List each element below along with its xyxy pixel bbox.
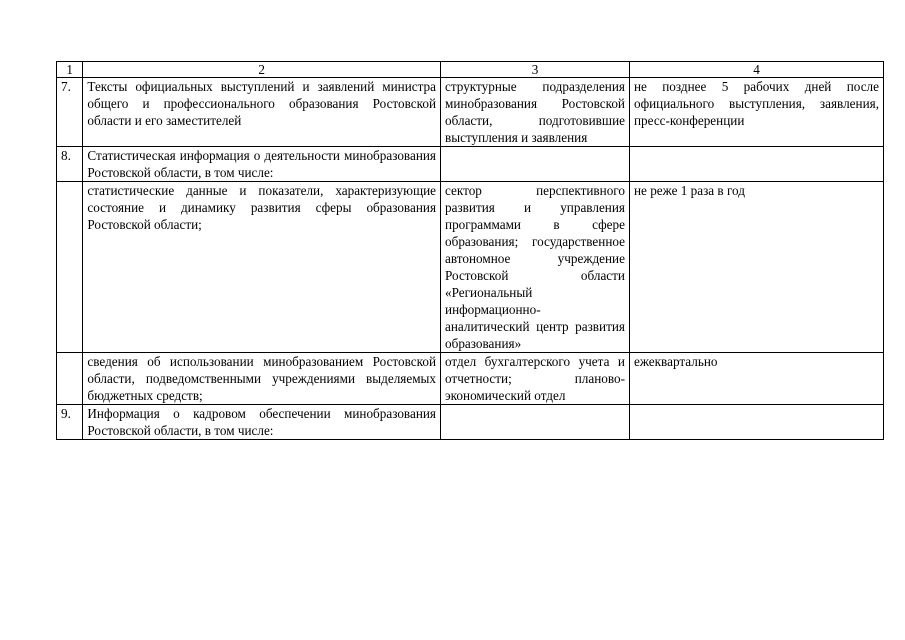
row-number: 8. bbox=[57, 147, 83, 182]
info-cell: сведения об использовании минобразованием Ростовской области, подведомственными учреждениями выделяемых бюджетных средств; bbox=[83, 353, 441, 405]
deadline-cell: не позднее 5 рабочих дней после официального выступления, заявления, пресс-конференции bbox=[629, 78, 883, 147]
deadline-cell bbox=[629, 405, 883, 440]
row-number bbox=[57, 182, 83, 353]
deadline-cell: ежеквартально bbox=[629, 353, 883, 405]
header-cell: 3 bbox=[441, 62, 630, 78]
header-cell: 2 bbox=[83, 62, 441, 78]
row-number: 7. bbox=[57, 78, 83, 147]
info-cell: статистические данные и показатели, характеризующие состояние и динамику развития сферы образования Ростовской области; bbox=[83, 182, 441, 353]
table-header-row bbox=[57, 62, 884, 78]
responsible-cell: структурные подразделения минобразования Ростовской области, подготовившие выступления и заявления bbox=[441, 78, 630, 147]
info-cell: Информация о кадровом обеспечении минобразования Ростовской области, в том числе: bbox=[83, 405, 441, 440]
row-number bbox=[57, 353, 83, 405]
info-cell: Статистическая информация о деятельности минобразования Ростовской области, в том числе: bbox=[83, 147, 441, 182]
info-cell: Тексты официальных выступлений и заявлений министра общего и профессионального образования Ростовской области и его заместителей bbox=[83, 78, 441, 147]
table-row bbox=[57, 353, 884, 405]
table-row bbox=[57, 405, 884, 440]
header-cell: 1 bbox=[57, 62, 83, 78]
row-number: 9. bbox=[57, 405, 83, 440]
responsible-cell: сектор перспективного развития и управления программами в сфере образования; государственное автономное учреждение Ростовской области «Региональный информационно-аналитический центр развития образования» bbox=[441, 182, 630, 353]
responsible-cell: отдел бухгалтерского учета и отчетности; планово-экономический отдел bbox=[441, 353, 630, 405]
table-row bbox=[57, 182, 884, 353]
header-cell: 4 bbox=[629, 62, 883, 78]
document-table bbox=[56, 61, 884, 440]
table-row bbox=[57, 147, 884, 182]
table-row bbox=[57, 78, 884, 147]
responsible-cell bbox=[441, 147, 630, 182]
deadline-cell bbox=[629, 147, 883, 182]
responsible-cell bbox=[441, 405, 630, 440]
deadline-cell: не реже 1 раза в год bbox=[629, 182, 883, 353]
